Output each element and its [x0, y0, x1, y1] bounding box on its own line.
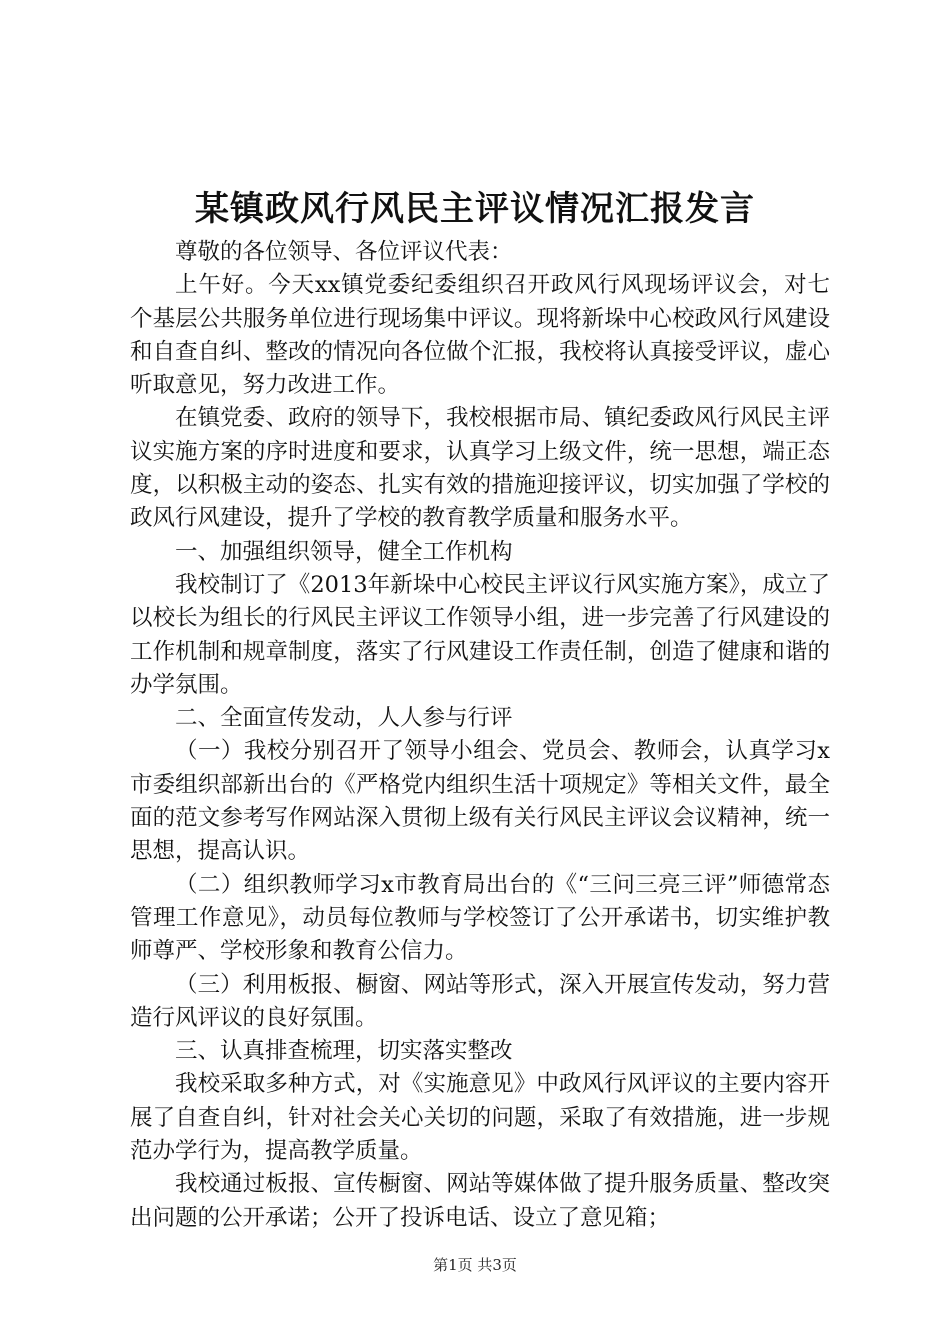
- section-heading-1: 一、加强组织领导，健全工作机构: [175, 538, 513, 565]
- page-footer: 第1页 共3页: [433, 1256, 517, 1274]
- section-3-paragraph-1: 我校采取多种方式，对《实施意见》中政风行风评议的主要内容开展了自查自纠，针对社会关心关切的问题，采取了有效措施，进一步规范办学行为，提高教学质量。: [130, 1071, 830, 1165]
- salutation-paragraph: 尊敬的各位领导、各位评议代表：: [175, 239, 513, 265]
- section-heading-2: 二、全面宣传发动，人人参与行评: [175, 705, 513, 732]
- section-2-item-2: （二）组织教师学习x市教育局出台的《“三问三亮三评”师德常态管理工作意见》，动员每位教师与学校签订了公开承诺书，切实维护教师尊严、学校形象和教育公信力。: [130, 871, 830, 965]
- section-2-item-1: （一）我校分别召开了领导小组会、党员会、教师会，认真学习x市委组织部新出台的《严格党内组织生活十项规定》等相关文件，最全面的范文参考写作网站深入贯彻上级有关行风民主评议会议精神，统一思想，提高认识。: [130, 738, 830, 865]
- document-title: 某镇政风行风民主评议情况汇报发言: [195, 189, 755, 229]
- opening-paragraph: 上午好。今天xx镇党委纪委组织召开政风行风现场评议会，对七个基层公共服务单位进行现场集中评议。现将新垛中心校政风行风建设和自查自纠、整改的情况向各位做个汇报，我校将认真接受评议，虚心听取意见，努力改进工作。: [130, 272, 830, 399]
- overview-paragraph: 在镇党委、政府的领导下，我校根据市局、镇纪委政风行风民主评议实施方案的序时进度和要求，认真学习上级文件，统一思想，端正态度，以积极主动的姿态、扎实有效的措施迎接评议，切实加强了学校的政风行风建设，提升了学校的教育教学质量和服务水平。: [130, 405, 830, 532]
- section-heading-3: 三、认真排查梳理，切实落实整改: [175, 1038, 513, 1065]
- section-3-paragraph-2: 我校通过板报、宣传橱窗、网站等媒体做了提升服务质量、整改突出问题的公开承诺；公开了投诉电话、设立了意见箱；: [130, 1171, 830, 1231]
- section-1-paragraph: 我校制订了《2013年新垛中心校民主评议行风实施方案》，成立了以校长为组长的行风民主评议工作领导小组，进一步完善了行风建设的工作机制和规章制度，落实了行风建设工作责任制，创造了健康和谐的办学氛围。: [130, 571, 830, 698]
- document-body: [130, 236, 830, 1235]
- section-2-item-3: （三）利用板报、橱窗、网站等形式，深入开展宣传发动，努力营造行风评议的良好氛围。: [130, 971, 830, 1031]
